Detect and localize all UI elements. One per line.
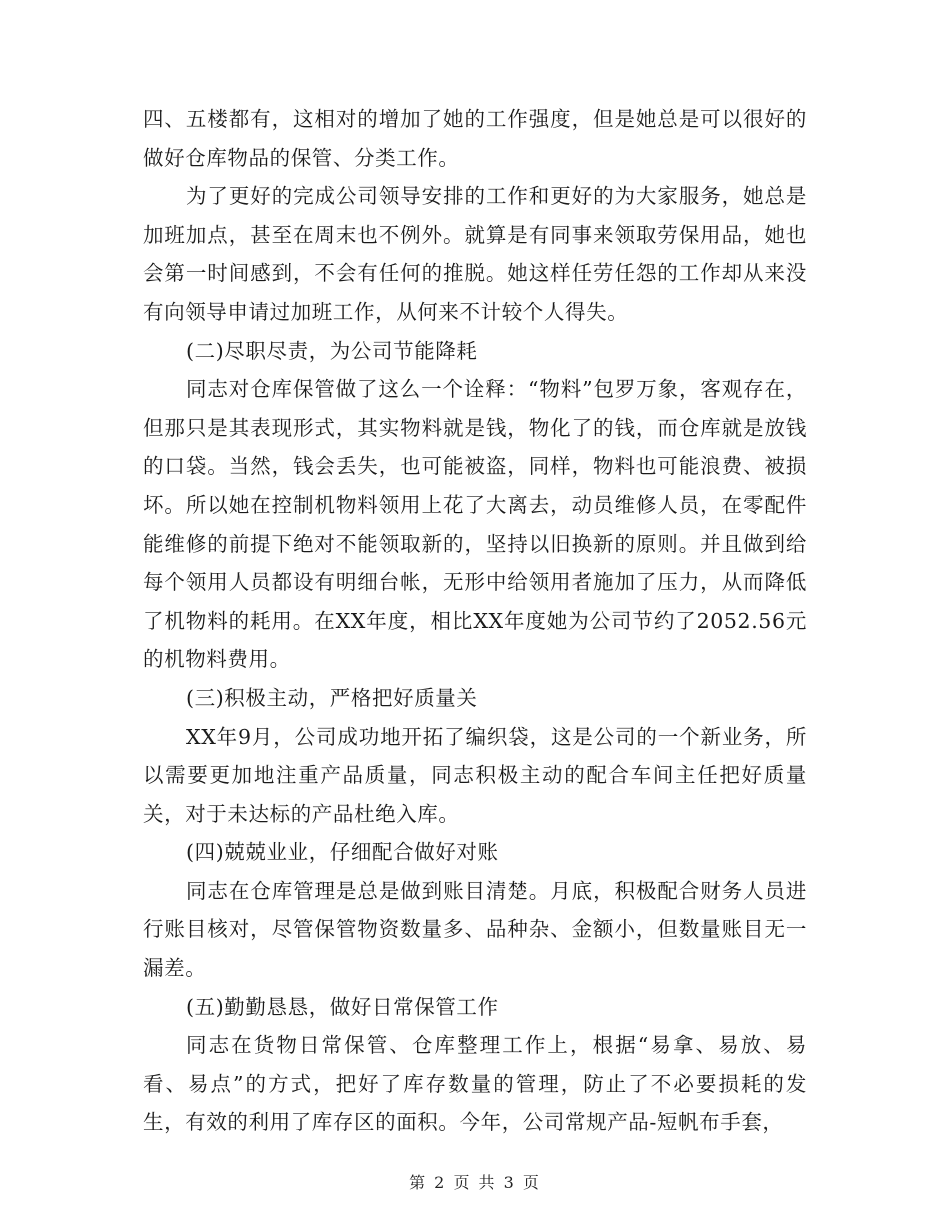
paragraph-quality: XX年9月，公司成功地开拓了编织袋，这是公司的一个新业务，所以需要更加地注重产品质量，同志积极主动的配合车间主任把好质量关，对于未达标的产品杜绝入库。: [143, 724, 807, 826]
section-heading-2: (二)尽职尽责，为公司节能降耗: [186, 338, 478, 363]
paragraph-overtime: 为了更好的完成公司领导安排的工作和更好的为大家服务，她总是加班加点，甚至在周末也不例外。就算是有同事来领取劳保用品，她也会第一时间感到，不会有任何的推脱。她这样任劳任怨的工作却从来没有向领导申请过加班工作，从何来不计较个人得失。: [143, 184, 807, 324]
document-body: [143, 100, 807, 1142]
paragraph-continuation: 四、五楼都有，这相对的增加了她的工作强度，但是她总是可以很好的做好仓库物品的保管、分类工作。: [143, 107, 807, 170]
page-number-footer: 第 2 页 共 3 页: [409, 1173, 541, 1192]
paragraph-daily-storage: 同志在货物日常保管、仓库整理工作上，根据“易拿、易放、易看、易点”的方式，把好了库存数量的管理，防止了不必要损耗的发生，有效的利用了库存区的面积。今年，公司常规产品-短帆布手套，: [143, 1033, 807, 1135]
section-heading-4: (四)兢兢业业，仔细配合做好对账: [186, 840, 499, 865]
paragraph-energy-saving: 同志对仓库保管做了这么一个诠释：“物料”包罗万象，客观存在，但那只是其表现形式，其实物料就是钱，物化了的钱，而仓库就是放钱的口袋。当然，钱会丢失，也可能被盗，同样，物料也可能浪费、被损坏。所以她在控制机物料领用上花了大离去，动员维修人员，在零配件能维修的前提下绝对不能领取新的，坚持以旧换新的原则。并且做到给每个领用人员都设有明细台帐，无形中给领用者施加了压力，从而降低了机物料的耗用。在XX年度，相比XX年度她为公司节约了2052.56元的机物料费用。: [143, 377, 807, 672]
paragraph-accounting: 同志在仓库管理是总是做到账目清楚。月底，积极配合财务人员进行账目核对，尽管保管物资数量多、品种杂、金额小，但数量账目无一漏差。: [143, 878, 807, 981]
section-heading-3: (三)积极主动，严格把好质量关: [186, 685, 478, 710]
section-heading-5: (五)勤勤恳恳，做好日常保管工作: [186, 994, 499, 1019]
